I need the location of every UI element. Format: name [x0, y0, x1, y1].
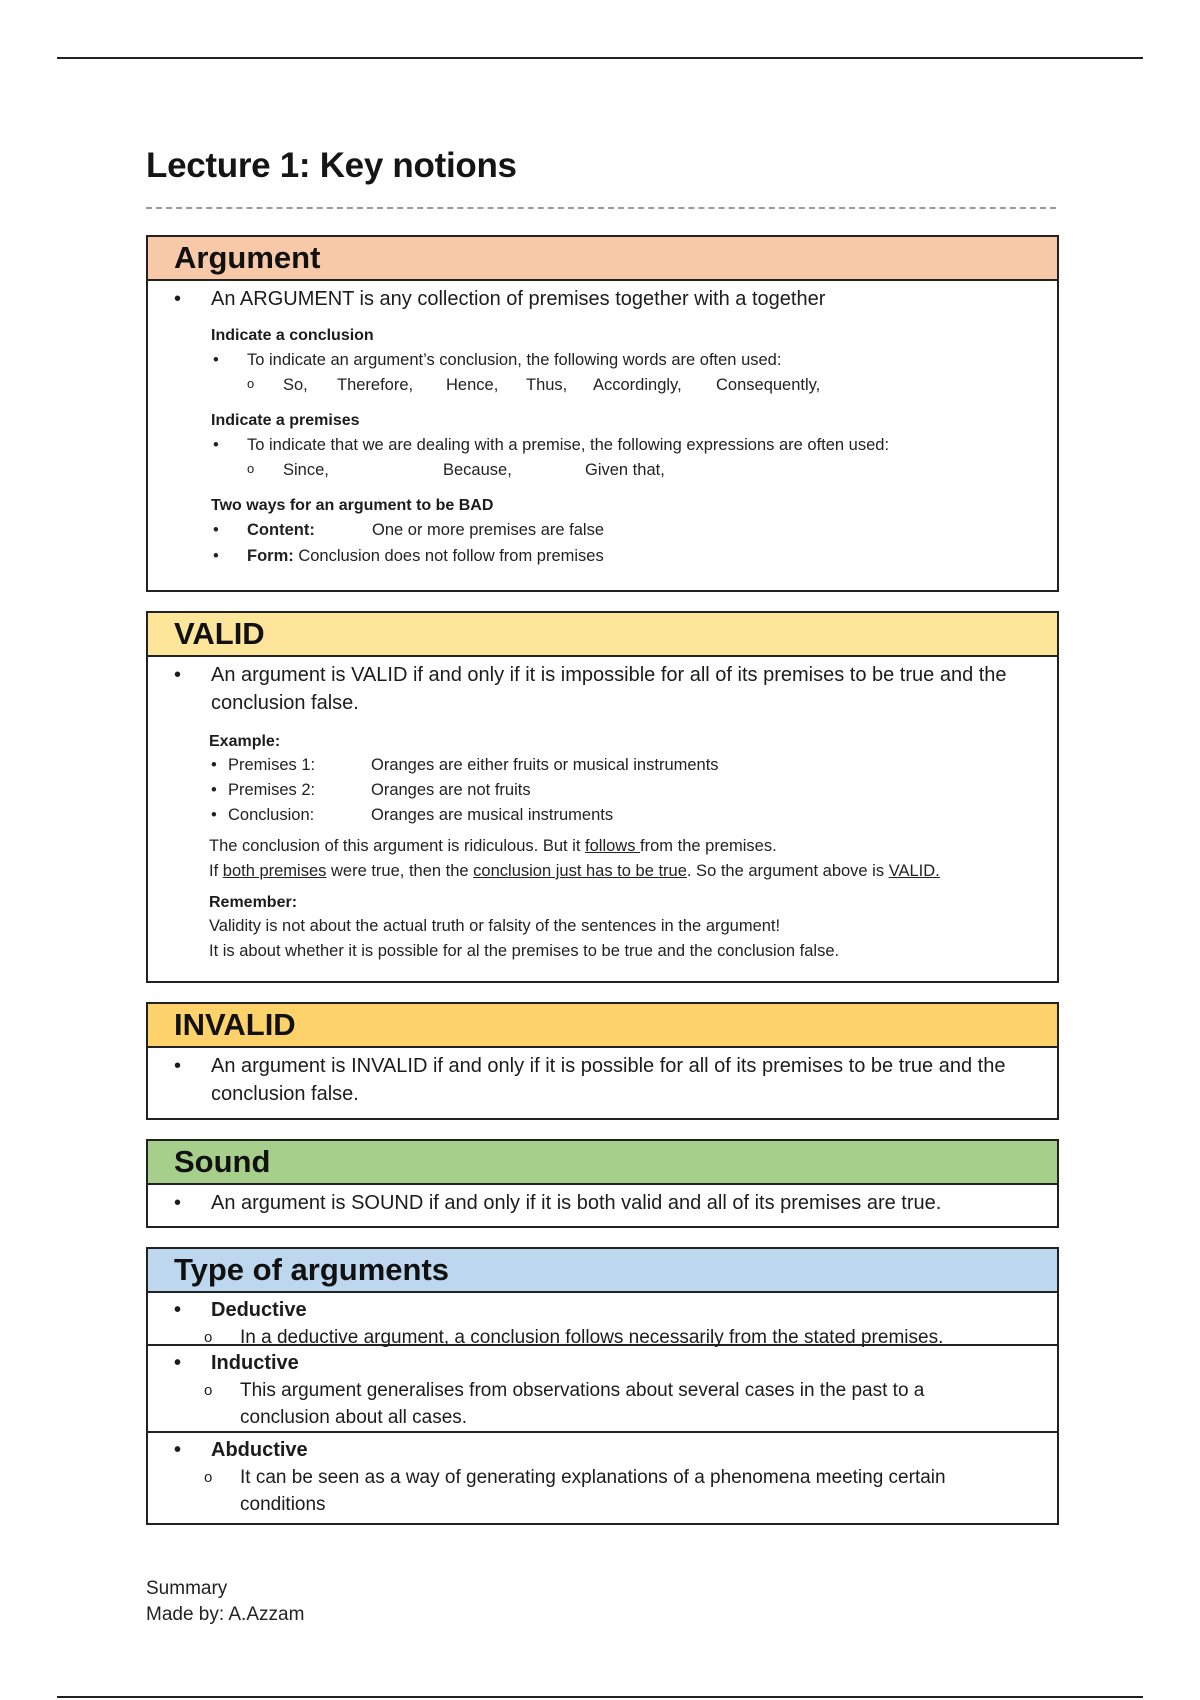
- type-name: • Abductive: [148, 1436, 1057, 1464]
- example-row: [209, 778, 1057, 803]
- types-header: Type of arguments: [148, 1249, 1057, 1293]
- types-list: [148, 1293, 1057, 1519]
- conclusion-section: [148, 325, 1057, 398]
- premises-text: • To indicate that we are dealing with a premise, the following expressions are often used:: [211, 432, 1057, 458]
- conclusion-word: Thus,: [526, 376, 568, 394]
- type-item-deductive: [148, 1293, 1057, 1348]
- example-row: [209, 803, 1057, 828]
- bad-form-item: [211, 543, 1057, 569]
- bottom-rule: [57, 1696, 1143, 1698]
- valid-definition: • An argument is VALID if and only if it is impossible for all of its premises to be true and the conclusion false.: [148, 661, 1057, 717]
- conclusion-word: Therefore,: [337, 376, 414, 394]
- conclusion-word: Hence,: [446, 376, 499, 394]
- conclusion-word: Consequently,: [716, 376, 821, 394]
- example-text: Oranges are musical instruments: [371, 806, 614, 824]
- content-text: One or more premises are false: [372, 521, 605, 539]
- expl-text: . So the argument above is: [686, 862, 889, 880]
- title-divider: [146, 207, 1056, 209]
- expl-underlined: both premises: [222, 862, 327, 880]
- bad-content-item: [211, 517, 1057, 543]
- remember-heading: Remember:: [209, 894, 298, 911]
- type-desc: o In a deductive argument, a conclusion follows necessarily from the stated premises.: [148, 1324, 1057, 1351]
- content-label: Content:: [247, 521, 315, 539]
- type-name: • Inductive: [148, 1349, 1057, 1377]
- type-desc: o This argument generalises from observations about several cases in the past to a conclusion about all cases.: [148, 1377, 1057, 1431]
- premises-words: [211, 458, 1057, 483]
- expl-underlined: follows: [585, 837, 641, 855]
- premise-word: Since,: [283, 461, 329, 479]
- type-desc: o It can be seen as a way of generating explanations of a phenomena meeting certain conditions: [148, 1464, 1057, 1518]
- remember-line: It is about whether it is possible for al the premises to be true and the conclusion false.: [209, 942, 840, 960]
- remember-line: Validity is not about the actual truth or falsity of the sentences in the argument!: [209, 917, 781, 935]
- expl-underlined: VALID.: [888, 862, 940, 880]
- example-heading: Example:: [209, 733, 281, 750]
- form-label: Form:: [247, 547, 294, 565]
- example-text: Oranges are not fruits: [371, 781, 531, 799]
- valid-header: VALID: [148, 613, 1057, 657]
- premise-word: Because,: [443, 461, 512, 479]
- valid-explanation-2: [209, 859, 1057, 884]
- example-row: [209, 753, 1057, 778]
- sound-header: Sound: [148, 1141, 1057, 1185]
- example-label: Premises 1:: [228, 756, 316, 774]
- expl-underlined: conclusion just has to be true: [473, 862, 687, 880]
- footer-summary: Summary: [146, 1578, 228, 1599]
- example-label: Conclusion:: [228, 806, 315, 824]
- conclusion-word: Accordingly,: [593, 376, 682, 394]
- expl-text: If: [209, 862, 223, 880]
- invalid-definition: • An argument is INVALID if and only if it is possible for all of its premises to be true and the conclusion false.: [148, 1052, 1057, 1108]
- footer: [146, 1576, 304, 1628]
- type-name: • Deductive: [148, 1296, 1057, 1324]
- form-text: Conclusion does not follow from premises: [298, 547, 604, 565]
- example-label: Premises 2:: [228, 781, 316, 799]
- premises-heading: Indicate a premises: [211, 412, 360, 429]
- valid-explanation-1: [209, 834, 1057, 859]
- example-text: Oranges are either fruits or musical instruments: [371, 756, 719, 774]
- type-item-inductive: [148, 1344, 1057, 1431]
- types-box: [146, 1247, 1059, 1525]
- invalid-header: INVALID: [148, 1004, 1057, 1048]
- argument-header: Argument: [148, 237, 1057, 281]
- valid-box: [146, 611, 1059, 983]
- footer-author: Made by: A.Azzam: [146, 1604, 305, 1625]
- invalid-box: [146, 1002, 1059, 1120]
- premises-section: [148, 410, 1057, 483]
- bad-heading: Two ways for an argument to be BAD: [211, 497, 494, 514]
- conclusion-heading: Indicate a conclusion: [211, 327, 374, 344]
- argument-definition: • An ARGUMENT is any collection of premises together with a together: [148, 285, 1057, 313]
- argument-box: [146, 235, 1059, 592]
- bad-section: [148, 495, 1057, 569]
- expl-text: The conclusion of this argument is ridiculous. But it: [209, 837, 586, 855]
- top-rule: [57, 57, 1143, 59]
- conclusion-words: [211, 373, 1057, 398]
- premise-word: Given that,: [585, 461, 665, 479]
- expl-text: from the premises.: [640, 837, 777, 855]
- type-item-abductive: [148, 1431, 1057, 1519]
- conclusion-word: So,: [283, 376, 308, 394]
- expl-text: were true, then the: [326, 862, 474, 880]
- sound-box: [146, 1139, 1059, 1228]
- page-title: Lecture 1: Key notions: [146, 146, 517, 185]
- valid-example: [148, 731, 1057, 964]
- conclusion-text: • To indicate an argument’s conclusion, the following words are often used:: [211, 347, 1057, 373]
- sound-definition: • An argument is SOUND if and only if it is both valid and all of its premises are true.: [148, 1189, 1057, 1217]
